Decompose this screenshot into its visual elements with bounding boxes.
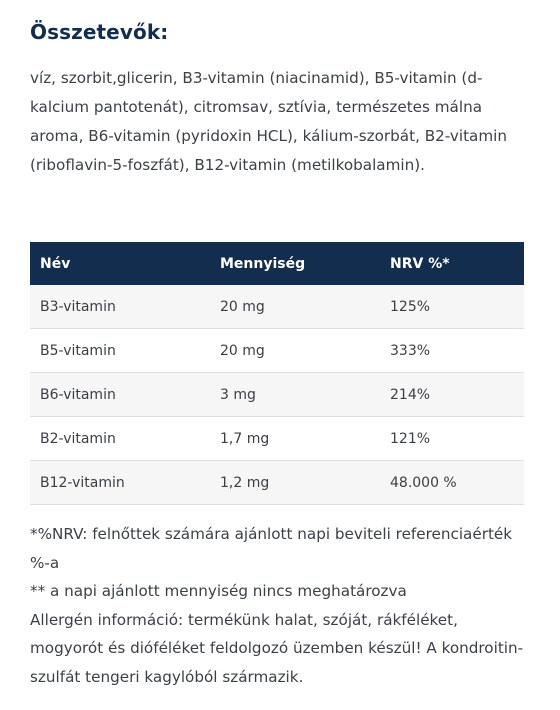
cell-amount: 3 mg bbox=[210, 373, 380, 417]
nutrition-table-body bbox=[30, 285, 524, 505]
table-row bbox=[30, 329, 524, 373]
header-amount: Mennyiség bbox=[220, 255, 306, 272]
table-row bbox=[30, 285, 524, 329]
cell-nrv: 333% bbox=[380, 329, 524, 373]
cell-name: B2-vitamin bbox=[30, 417, 210, 461]
cell-name: B12-vitamin bbox=[30, 461, 210, 505]
ingredients-text: víz, szorbit,glicerin, B3-vitamin (niacinamid), B5-vitamin (d-kalcium pantotenát), citromsav, sztívia, természetes málna aroma, B6-vitamin (pyridoxin HCL), kálium-szorbát, B2-vitamin (riboflavin-5-foszfát), B12-vitamin (metilkobalamin). bbox=[30, 69, 507, 174]
nutrition-table-header bbox=[30, 242, 524, 285]
cell-amount: 20 mg bbox=[210, 329, 380, 373]
nutrition-table bbox=[30, 242, 524, 505]
daily-value-footnote: ** a napi ajánlott mennyiség nincs meghatározva bbox=[30, 582, 407, 600]
table-row bbox=[30, 373, 524, 417]
cell-name: B5-vitamin bbox=[30, 329, 210, 373]
ingredients-title: Összetevők: bbox=[30, 20, 169, 44]
cell-nrv: 121% bbox=[380, 417, 524, 461]
notes-section bbox=[30, 520, 530, 691]
cell-amount: 20 mg bbox=[210, 285, 380, 329]
table-row bbox=[30, 417, 524, 461]
header-nrv: NRV %* bbox=[390, 255, 450, 272]
header-row bbox=[30, 242, 524, 285]
cell-nrv: 214% bbox=[380, 373, 524, 417]
cell-nrv: 125% bbox=[380, 285, 524, 329]
table-row bbox=[30, 461, 524, 505]
cell-name: B3-vitamin bbox=[30, 285, 210, 329]
cell-amount: 1,7 mg bbox=[210, 417, 380, 461]
header-name: Név bbox=[40, 255, 71, 272]
allergen-info: Allergén információ: termékünk halat, szóját, rákféléket, mogyorót és dióféléket feldolgozó üzemben készül! A kondroitin-szulfát tengeri kagylóból származik. bbox=[30, 610, 524, 686]
cell-name: B6-vitamin bbox=[30, 373, 210, 417]
cell-nrv: 48.000 % bbox=[380, 461, 524, 505]
nrv-footnote: *%NRV: felnőttek számára ajánlott napi beviteli referenciaérték %-a bbox=[30, 525, 513, 572]
cell-amount: 1,2 mg bbox=[210, 461, 380, 505]
